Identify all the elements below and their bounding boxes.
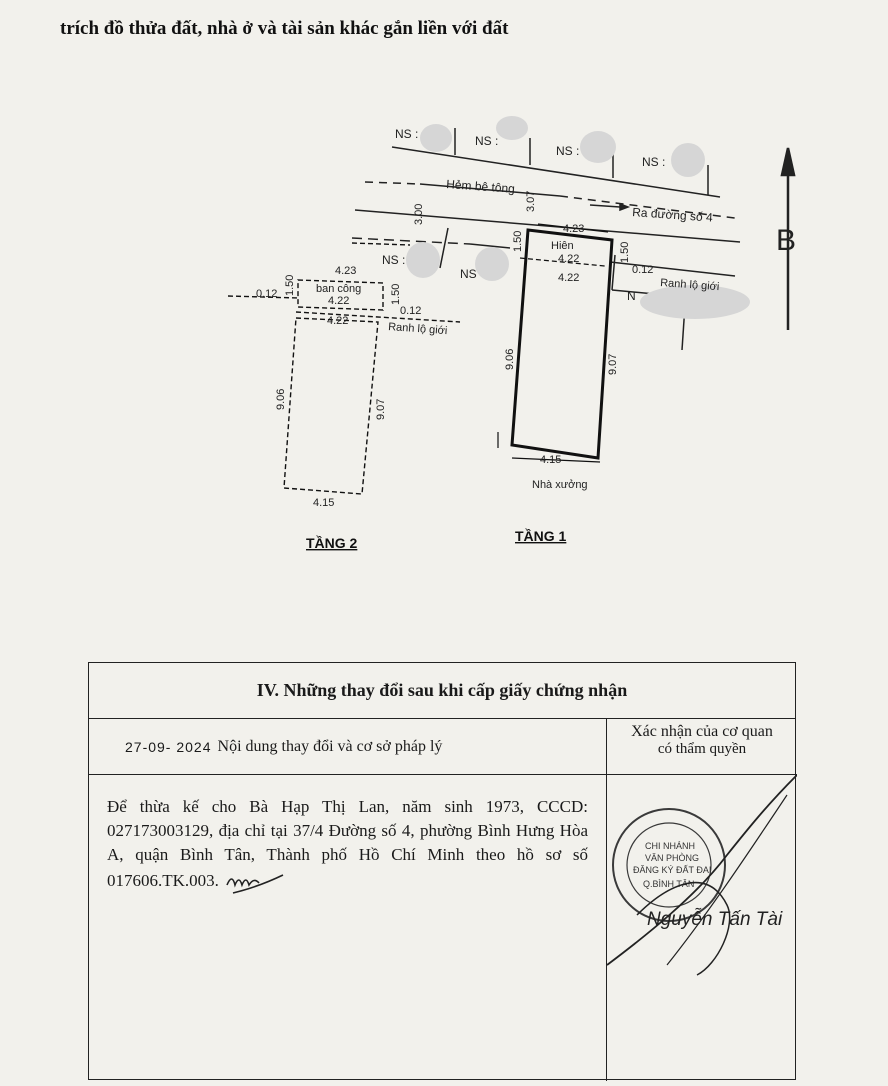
dim-label: 4.22 [327, 315, 349, 327]
dim-label: 9.06 [504, 348, 516, 370]
dim-label: 0.12 [256, 288, 278, 300]
neighbor-label: NS : [382, 253, 406, 267]
dim-label: 4.22 [558, 253, 580, 265]
porch-label: Hiên [551, 240, 574, 252]
confirm-line2: có thẩm quyền [657, 741, 747, 757]
floor1-title: TẦNG 1 [515, 528, 567, 544]
dim-label: 1.50 [619, 241, 631, 263]
confirmation-header [607, 719, 797, 775]
alley-width-label-2: 3.07 [525, 190, 537, 212]
stamp-line4: Q.BÌNH TÂN [643, 879, 695, 889]
dim-label: 9.06 [275, 388, 287, 410]
stamp-line3: ĐĂNG KÝ ĐẤT ĐAI [633, 865, 712, 875]
neighbor-label: N [627, 289, 636, 303]
floor2-title: TẦNG 2 [306, 535, 358, 551]
boundary-label: Ranh lộ giới [659, 277, 720, 294]
dim-label: 1.50 [284, 274, 296, 296]
dim-label: 4.22 [558, 272, 580, 284]
neighbor-label: NS : [395, 127, 419, 141]
dim-label: 4.15 [540, 454, 562, 466]
stamp-line2: VĂN PHÒNG [645, 853, 700, 863]
floor1-plan [498, 224, 612, 462]
floor2-plan [228, 243, 460, 494]
document-header: trích đồ thửa đất, nhà ở và tài sản khác gắn liền với đất [60, 18, 509, 39]
stamp-line1: CHI NHÁNH [645, 841, 696, 851]
neighbor-label: NS [460, 267, 477, 281]
dim-label: 0.12 [400, 305, 422, 317]
dim-label: 4.15 [313, 497, 335, 509]
dim-label: 4.22 [328, 295, 350, 307]
signer-name: Nguyễn Tấn Tài [647, 909, 783, 930]
dim-label: 1.50 [512, 230, 524, 252]
neighbor-label: NS : [642, 155, 666, 169]
neighbor-label: NS : [475, 134, 499, 148]
signature-cell [607, 775, 797, 1081]
confirm-line1: Xác nhận của cơ quan [631, 723, 773, 740]
changes-table [88, 662, 796, 1080]
north-label: B [776, 224, 797, 257]
official-stamp [607, 775, 797, 1081]
neighbor-label: NS : [556, 144, 580, 158]
building-label: Nhà xưởng [532, 479, 588, 491]
alley-width-label: 3.00 [413, 203, 425, 225]
dim-label: 4.23 [335, 265, 357, 277]
change-date-row [89, 719, 607, 775]
change-content-text: Để thừa kế cho Bà Hạp Thị Lan, năm sinh 1973, CCCD: 027173003129, địa chỉ tại 37/4 Đường số 4, phường Bình Hưng Hòa A, quận Bình Tân, Thành phố Hồ Chí Minh theo hồ sơ số 017606.TK.003. [107, 797, 588, 890]
dim-label: 9.07 [607, 353, 619, 375]
initials-signature-icon [223, 867, 293, 897]
dim-label: 1.50 [390, 283, 402, 305]
road-label: Ra đường số 4 [631, 205, 714, 225]
section-title: IV. Những thay đổi sau khi cấp giấy chứng nhận [89, 663, 795, 719]
balcony-label: ban công [316, 283, 362, 295]
dim-label: 0.12 [632, 264, 654, 276]
dim-label: 9.07 [375, 398, 387, 420]
dim-label: 4.23 [563, 223, 585, 235]
boundary-label: Ranh lộ giới [387, 321, 448, 338]
alley-label: Hẻm bê tông [445, 177, 516, 196]
change-column-label: Nội dung thay đổi và cơ sở pháp lý [217, 737, 443, 755]
change-date: 27-09- 2024 [125, 738, 212, 755]
change-content [89, 775, 607, 1081]
